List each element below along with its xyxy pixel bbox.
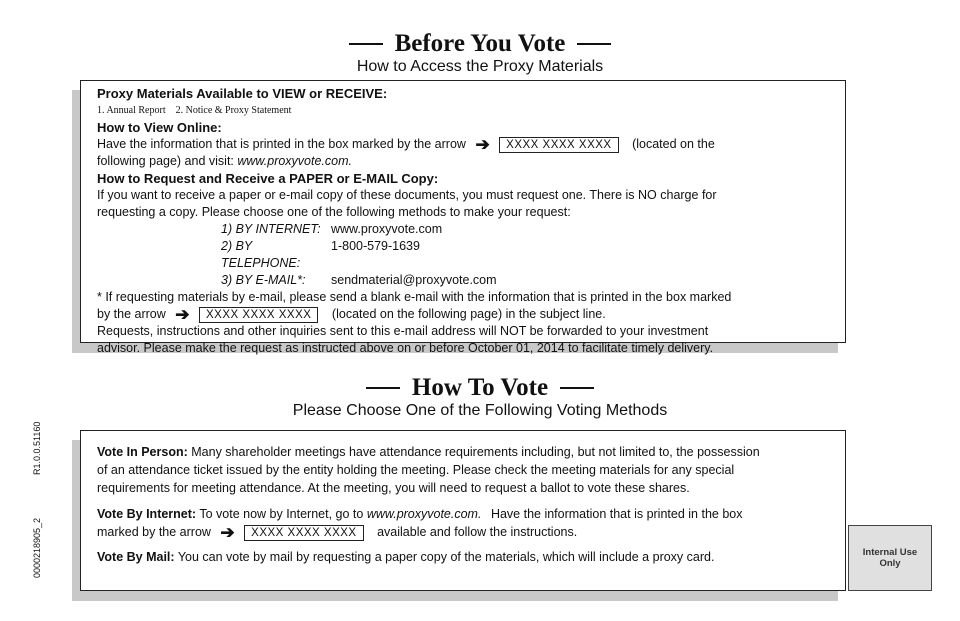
request-heading: How to Request and Receive a PAPER or E-MAIL Copy: (97, 171, 439, 187)
control-number-box: XXXX XXXX XXXX (199, 307, 318, 323)
email-note-2b: (located on the following page) in the subject line. (331, 307, 606, 322)
vote-internet-url[interactable]: www.proxyvote.com. (366, 507, 482, 521)
method-row (221, 221, 829, 238)
method-key: 3) BY E-MAIL*: (221, 273, 306, 288)
view-heading: How to View Online: (97, 120, 222, 135)
available-heading: Proxy Materials Available to VIEW or RECEIVE: (97, 86, 388, 101)
before-heading (0, 30, 960, 76)
vote-person-label: Vote In Person: (97, 445, 188, 459)
method-key: 2) BY TELEPHONE: (221, 239, 301, 271)
control-number-box: XXXX XXXX XXXX (499, 137, 618, 153)
vote-internet-text-2: Have the information that is printed in the box (490, 507, 743, 521)
arrow-icon: ➔ (475, 135, 490, 155)
vote-mail-text: You can vote by mail by requesting a paper copy of the materials, which will include a proxy card. (177, 549, 715, 564)
footer-text-2: advisor. Please make the request as instructed above on or before October 01, 2014 to facilitate timely delivery. (97, 341, 714, 356)
footer-text-1: Requests, instructions and other inquiries sent to this e-mail address will NOT be forwarded to your investment (97, 324, 709, 339)
arrow-icon: ➔ (220, 522, 235, 542)
view-url-link[interactable]: www.proxyvote.com. (237, 154, 352, 169)
side-code-1: 0000218905_2 (32, 517, 42, 578)
method-row (221, 238, 829, 272)
vote-heading (0, 374, 960, 420)
vote-internet-text-1: To vote now by Internet, go to (199, 507, 364, 521)
email-note-1: * If requesting materials by e-mail, please send a blank e-mail with the information that is printed in the box marked (97, 290, 732, 305)
before-box (80, 80, 846, 356)
vote-person-text-2: of an attendance ticket issued by the entity holding the meeting. Please check the meeting materials for any special (97, 463, 735, 477)
method-key: 1) BY INTERNET: (221, 222, 321, 237)
method-value[interactable]: www.proxyvote.com (331, 222, 443, 237)
vote-title: How To Vote (411, 374, 549, 401)
side-code-2: R1.0.0.51160 (32, 421, 42, 475)
before-title: Before You Vote (394, 30, 566, 57)
vote-internet-text-3: marked by the arrow (97, 525, 211, 539)
vote-person-text-1: Many shareholder meetings have attendance requirements including, but not limited to, the possession (191, 445, 760, 459)
view-text-1: Have the information that is printed in the box marked by the arrow (97, 137, 466, 151)
vote-mail-label: Vote By Mail: (97, 549, 175, 564)
internal-use-label: Internal Use Only (862, 547, 918, 569)
vote-box (80, 430, 846, 591)
view-text-3: following page) and visit: (97, 154, 234, 169)
request-text-1: If you want to receive a paper or e-mail copy of these documents, you must request one. There is NO charge for (97, 188, 717, 203)
method-row (221, 272, 829, 289)
arrow-icon: ➔ (175, 305, 190, 325)
vote-internet-label: Vote By Internet: (97, 507, 197, 521)
view-text-2: (located on the (632, 137, 715, 151)
control-number-box: XXXX XXXX XXXX (244, 525, 363, 541)
method-value[interactable]: sendmaterial@proxyvote.com (331, 273, 497, 288)
internal-use-box (848, 525, 932, 591)
docs-list: 1. Annual Report 2. Notice & Proxy Statement (97, 105, 292, 116)
before-subtitle: How to Access the Proxy Materials (356, 58, 604, 75)
vote-person-text-3: requirements for meeting attendance. At the meeting, you will need to request a ballot to vote these shares. (97, 481, 690, 495)
email-note-2a: by the arrow (97, 307, 166, 322)
vote-subtitle: Please Choose One of the Following Voting Methods (292, 402, 668, 419)
request-text-2: requesting a copy. Please choose one of the following methods to make your request: (97, 205, 571, 220)
method-value[interactable]: 1-800-579-1639 (331, 239, 420, 254)
request-methods (221, 221, 829, 289)
vote-internet-text-4: available and follow the instructions. (377, 525, 578, 539)
